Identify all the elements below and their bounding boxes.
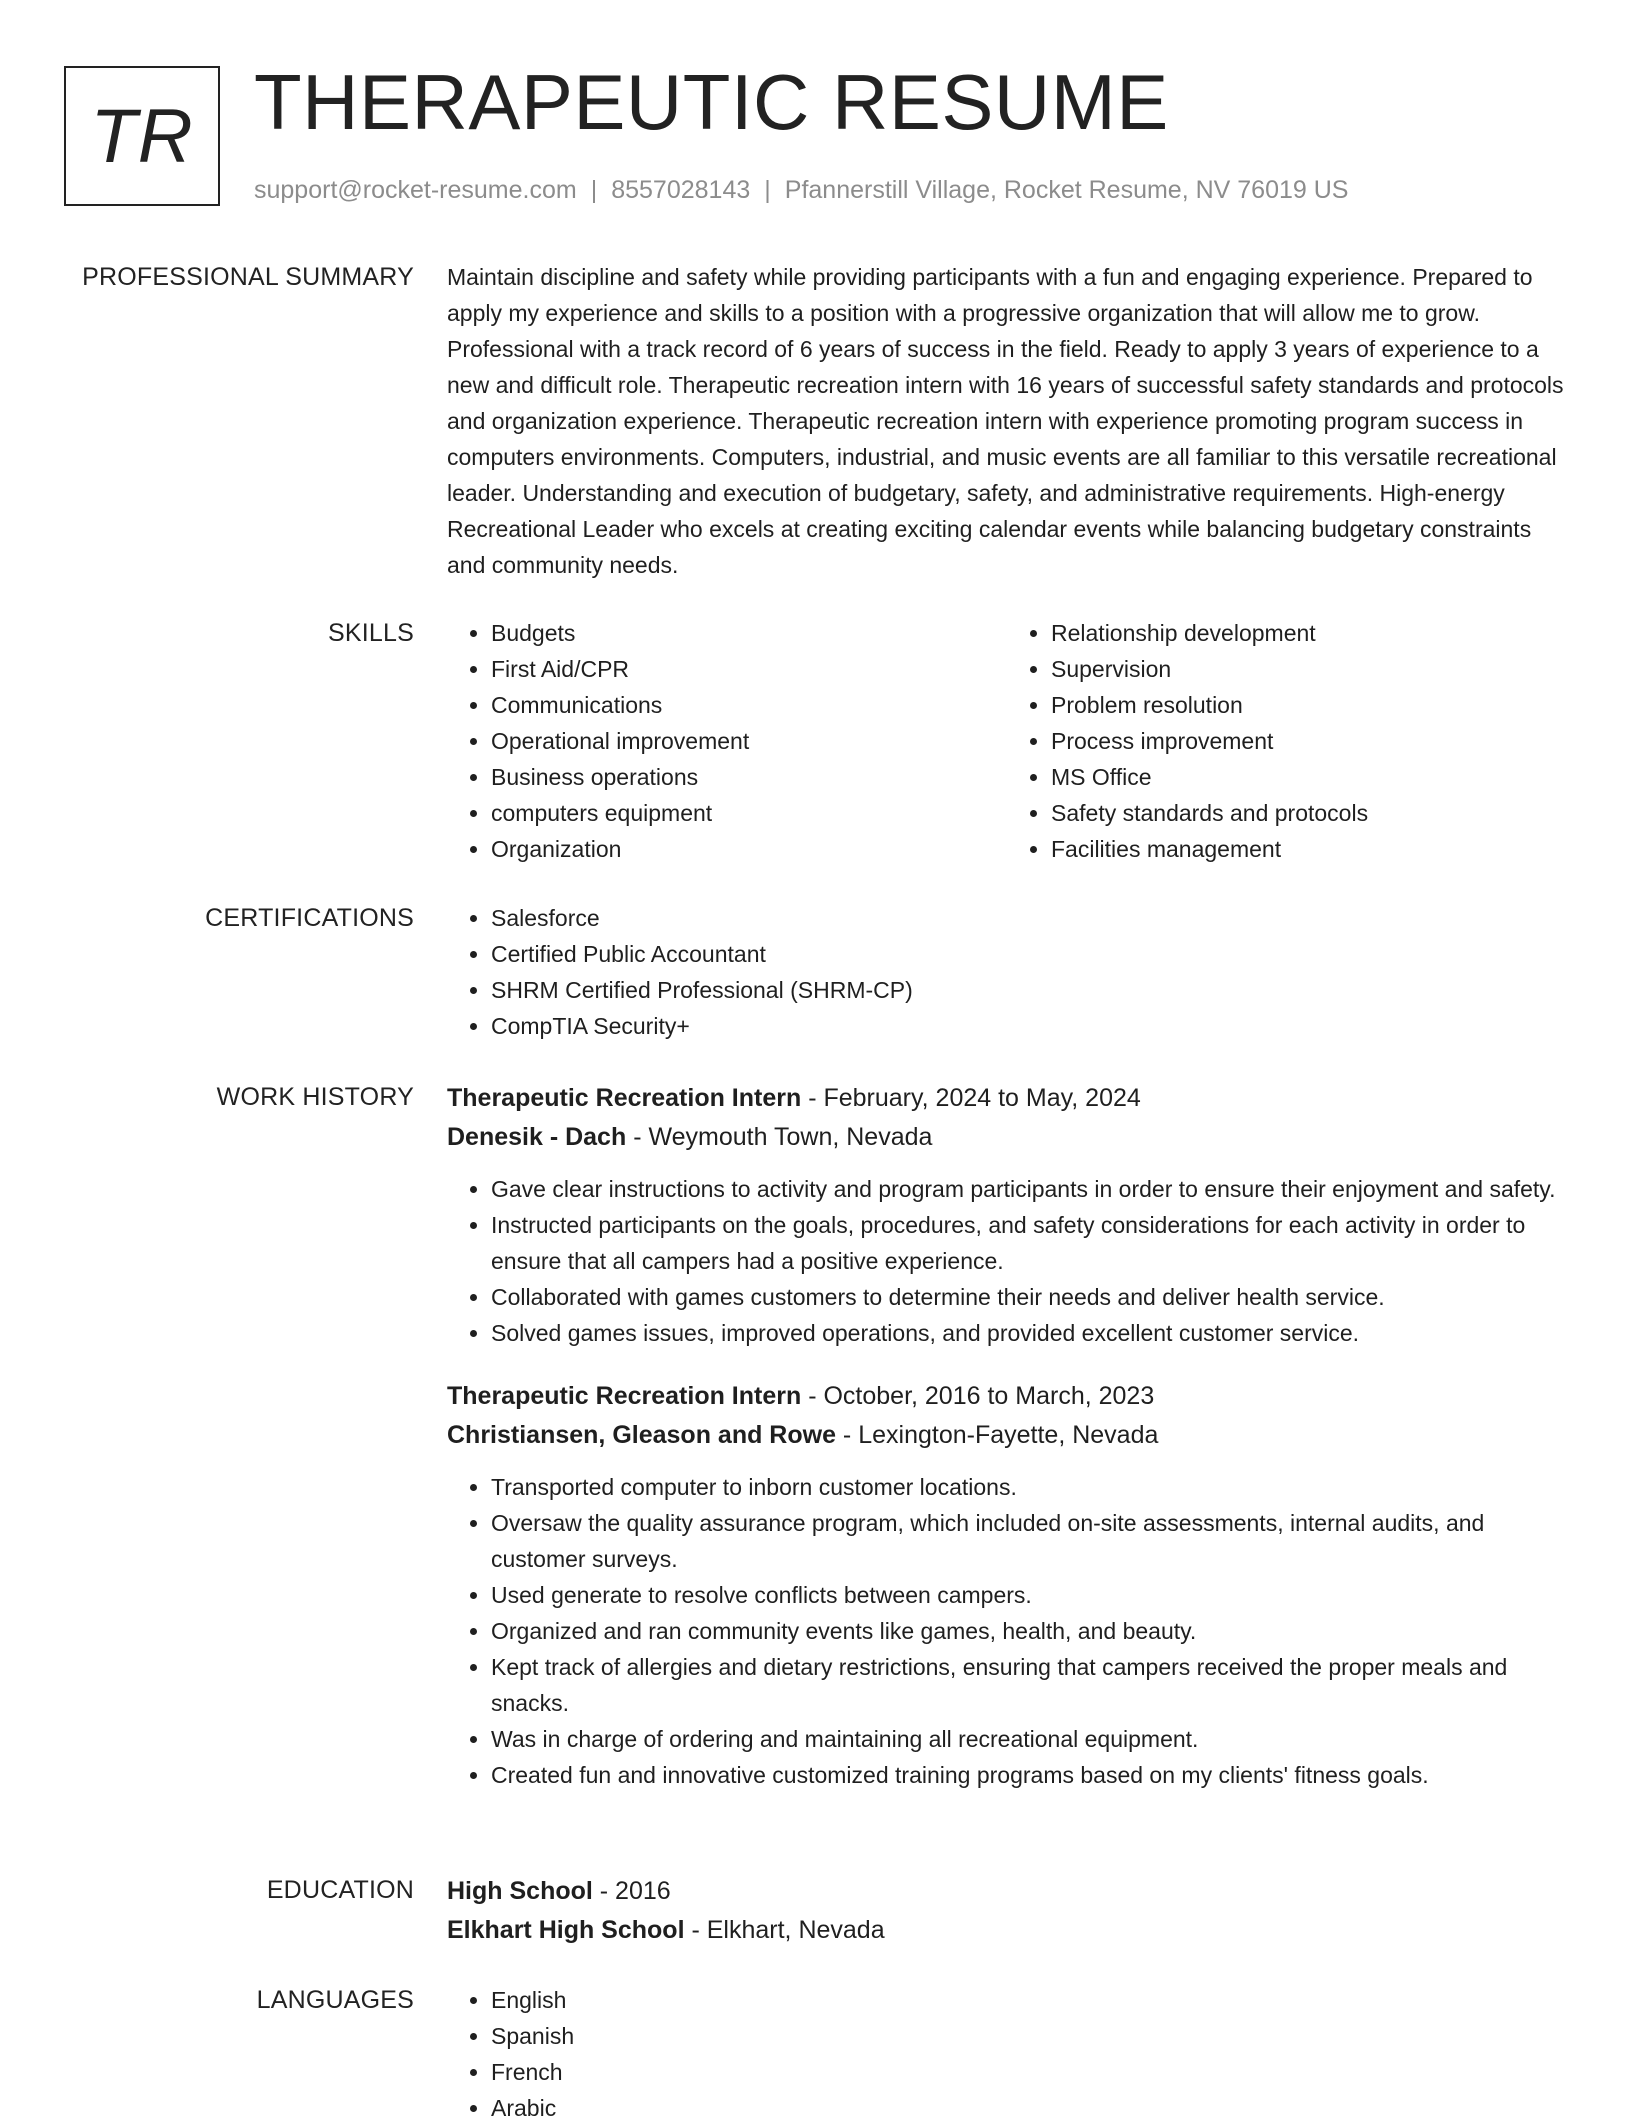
- list-item: • Was in charge of ordering and maintaining all recreational equipment.: [491, 1721, 1567, 1757]
- education-degree-line: [447, 1872, 1567, 1911]
- job-title-line: [447, 1079, 1567, 1118]
- section-label-education: EDUCATION: [266, 1876, 414, 1904]
- list-item: • French: [491, 2054, 1567, 2090]
- list-item: • Supervision: [1051, 651, 1567, 687]
- certifications-list: [447, 900, 1567, 1044]
- list-item: • Created fun and innovative customized training programs based on my clients' fitness goals.: [491, 1757, 1567, 1793]
- education-school: Elkhart High School: [447, 1916, 685, 1944]
- job-duties-list: [447, 1469, 1567, 1793]
- skills-list-left: [447, 615, 1007, 867]
- list-item: • Communications: [491, 687, 1007, 723]
- list-item: • Instructed participants on the goals, procedures, and safety considerations for each activity in order to ensure that all campers had a positive experience.: [491, 1207, 1567, 1279]
- job-dates: - February, 2024 to May, 2024: [801, 1084, 1141, 1112]
- section-label-languages: LANGUAGES: [256, 1986, 414, 2014]
- list-item: • Collaborated with games customers to determine their needs and deliver health service.: [491, 1279, 1567, 1315]
- contact-line: [254, 174, 1348, 206]
- job-entry: [447, 1079, 1567, 1351]
- work-history-body: [447, 1079, 1567, 1819]
- job-duties-list: [447, 1171, 1567, 1351]
- languages-body: [447, 1982, 1567, 2126]
- list-item: • First Aid/CPR: [491, 651, 1007, 687]
- list-item: • SHRM Certified Professional (SHRM-CP): [491, 972, 1567, 1008]
- list-item: • Transported computer to inborn customer locations.: [491, 1469, 1567, 1505]
- contact-address: Pfannerstill Village, Rocket Resume, NV 76019 US: [784, 176, 1349, 204]
- list-item: • Relationship development: [1051, 615, 1567, 651]
- job-title: Therapeutic Recreation Intern: [447, 1382, 802, 1410]
- job-dates: - October, 2016 to March, 2023: [801, 1382, 1155, 1410]
- job-title-line: [447, 1377, 1567, 1416]
- job-entry: [447, 1377, 1567, 1793]
- section-label-summary: PROFESSIONAL SUMMARY: [82, 263, 414, 291]
- education-school-line: [447, 1911, 1567, 1950]
- list-item: • Used generate to resolve conflicts between campers.: [491, 1577, 1567, 1613]
- list-item: • Organized and ran community events like games, health, and beauty.: [491, 1613, 1567, 1649]
- job-company: Christiansen, Gleason and Rowe: [447, 1421, 836, 1449]
- section-label-skills: SKILLS: [328, 619, 414, 647]
- list-item: • Budgets: [491, 615, 1007, 651]
- list-item: • Business operations: [491, 759, 1007, 795]
- contact-separator: |: [764, 176, 771, 204]
- education-year: - 2016: [592, 1877, 671, 1905]
- education-body: [447, 1872, 1567, 1950]
- list-item: • computers equipment: [491, 795, 1007, 831]
- list-item: • Spanish: [491, 2018, 1567, 2054]
- list-item: • Arabic: [491, 2090, 1567, 2126]
- list-item: • Organization: [491, 831, 1007, 867]
- contact-email: support@rocket-resume.com: [254, 176, 577, 204]
- contact-separator: |: [590, 176, 598, 204]
- list-item: • CompTIA Security+: [491, 1008, 1567, 1044]
- education-degree: High School: [447, 1877, 593, 1905]
- list-item: • Process improvement: [1051, 723, 1567, 759]
- list-item: • Operational improvement: [491, 723, 1007, 759]
- list-item: • Safety standards and protocols: [1051, 795, 1567, 831]
- list-item: • Oversaw the quality assurance program, which included on-site assessments, internal audits, and customer surveys.: [491, 1505, 1567, 1577]
- list-item: • Solved games issues, improved operations, and provided excellent customer service.: [491, 1315, 1567, 1351]
- resume-title: THERAPEUTIC RESUME: [254, 58, 1169, 146]
- list-item: • Problem resolution: [1051, 687, 1567, 723]
- list-item: • English: [491, 1982, 1567, 2018]
- certifications-body: [447, 900, 1567, 1044]
- list-item: • Salesforce: [491, 900, 1567, 936]
- list-item: • Facilities management: [1051, 831, 1567, 867]
- languages-list: [447, 1982, 1567, 2126]
- summary-text: Maintain discipline and safety while providing participants with a fun and engaging experience. Prepared to apply my experience and skills to a position with a progressive organization that will allow me to grow. Professional with a track record of 6 years of success in the field. Ready to apply 3 years of experience to a new and difficult role. Therapeutic recreation intern with 16 years of successful safety standards and protocols and organization experience. Therapeutic recreation intern with experience promoting program success in computers environments. Computers, industrial, and music events are all familiar to this versatile recreational leader. Understanding and execution of budgetary, safety, and administrative requirements. High-energy Recreational Leader who excels at creating exciting calendar events while balancing budgetary constraints and community needs.: [447, 264, 1564, 578]
- job-location: - Weymouth Town, Nevada: [626, 1123, 933, 1151]
- job-company-line: [447, 1118, 1567, 1157]
- job-location: - Lexington-Fayette, Nevada: [835, 1421, 1159, 1449]
- list-item: • Certified Public Accountant: [491, 936, 1567, 972]
- job-company-line: [447, 1416, 1567, 1455]
- job-title: Therapeutic Recreation Intern: [447, 1084, 802, 1112]
- skills-list-right: [1007, 615, 1567, 867]
- skills-body: [447, 615, 1567, 867]
- job-company: Denesik - Dach: [447, 1123, 627, 1151]
- list-item: • Gave clear instructions to activity and program participants in order to ensure their enjoyment and safety.: [491, 1171, 1567, 1207]
- contact-phone: 8557028143: [611, 176, 751, 204]
- education-location: - Elkhart, Nevada: [684, 1916, 885, 1944]
- monogram-badge: TR: [64, 66, 220, 206]
- list-item: • Kept track of allergies and dietary restrictions, ensuring that campers received the proper meals and snacks.: [491, 1649, 1567, 1721]
- section-label-certifications: CERTIFICATIONS: [205, 904, 414, 932]
- list-item: • MS Office: [1051, 759, 1567, 795]
- section-label-work-history: WORK HISTORY: [216, 1083, 414, 1111]
